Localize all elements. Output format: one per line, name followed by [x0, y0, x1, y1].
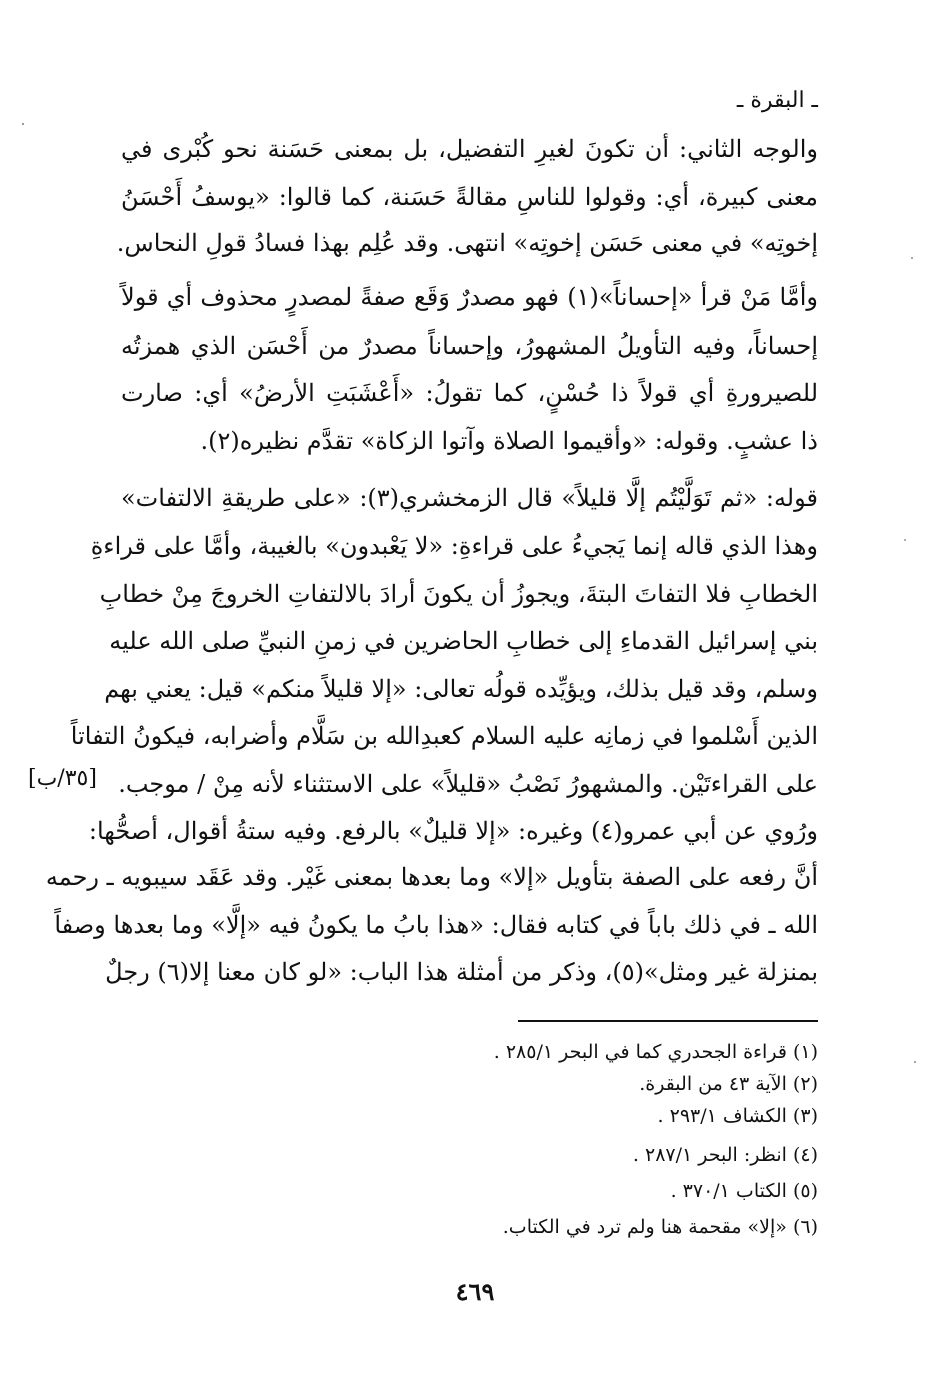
footnote-4: (٤) انظر: البحر ٢٨٧/١ .: [632, 1144, 818, 1166]
footnote-6: (٦) «إلا» مقحمة هنا ولم ترد في الكتاب.: [502, 1216, 818, 1238]
body-line-14: على القراءتَيْن. والمشهورُ نَصْبُ «قليلاً» على الاستثناء لأنه مِنْ / موجب.: [118, 770, 818, 798]
body-line-4: وأمَّا مَنْ قرأ «إحساناً»(١) فهو مصدرٌ وَقَع صفةً لمصدرٍ محذوف أي قولاً: [121, 283, 818, 311]
footnote-5: (٥) الكتاب ٣٧٠/١ .: [670, 1180, 818, 1202]
page-number: ٤٦٩: [455, 1277, 495, 1306]
body-line-8: قوله: «ثم تَوَلَّيْتُم إلَّا قليلاً» قال الزمخشري(٣): «على طريقةِ الالتفات»: [121, 484, 818, 512]
running-head: ـ البقرة ـ: [736, 88, 818, 113]
body-line-10: الخطابِ فلا التفاتَ البتةَ، ويجوزُ أن يكونَ أرادَ بالالتفاتِ الخروجَ مِنْ خطابِ: [99, 580, 818, 608]
footnote-separator: [518, 1020, 818, 1022]
body-line-9: وهذا الذي قاله إنما يَجيءُ على قراءةِ: «لا يَعْبدون» بالغيبة، وأمَّا على قراءةِ: [90, 532, 818, 560]
body-line-5: إحساناً، وفيه التأويلُ المشهورُ، وإحساناً مصدرٌ من أَحْسَن الذي همزتُه: [121, 332, 818, 360]
footnote-1: (١) قراءة الجحدري كما في البحر ٢٨٥/١ .: [493, 1041, 818, 1063]
body-line-11: بني إسرائيل القدماءِ إلى خطابِ الحاضرين في زمنِ النبيِّ صلى الله عليه: [109, 627, 818, 655]
manuscript-folio-marker: [٣٥/ب]: [28, 766, 97, 791]
body-line-16: أنَّ رفعه على الصفة بتأويل «إلا» وما بعدها بمعنى غَيْر. وقد عَقَد سيبويه ـ رحمه: [45, 863, 818, 891]
body-line-7: ذا عشبٍ. وقوله: «وأقيموا الصلاة وآتوا الزكاة» تقدَّم نظيره(٢).: [200, 427, 818, 455]
footnote-2: (٢) الآية ٤٣ من البقرة.: [639, 1073, 818, 1095]
body-line-13: الذين أَسْلموا في زمانِه عليه السلام كعبدِالله بن سَلَّام وأضرابه، فيكونُ التفاتاً: [70, 722, 818, 750]
body-line-17: الله ـ في ذلك باباً في كتابه فقال: «هذا بابُ ما يكونُ فيه «إلَّا» وما بعدها وصفاً: [54, 911, 818, 939]
body-line-2: معنى كبيرة، أي: وقولوا للناسِ مقالةً حَسَنة، كما قالوا: «يوسفُ أَحْسَنُ: [121, 183, 818, 211]
body-line-12: وسلم، وقد قيل بذلك، ويؤيِّده قولُه تعالى: «إلا قليلاً منكم» قيل: يعني بهم: [104, 675, 818, 703]
body-line-3: إخوتِه» في معنى حَسَن إخوتِه» انتهى. وقد عُلِم بهذا فسادُ قولِ النحاس.: [116, 229, 818, 257]
footnote-3: (٣) الكشاف ٢٩٣/١ .: [657, 1105, 818, 1127]
body-line-6: للصيرورةِ أي قولاً ذا حُسْنٍ، كما تقولُ: «أَعْشَبَتِ الأرضُ» أي: صارت: [121, 379, 819, 407]
body-line-18: بمنزلة غير ومثل»(٥)، وذكر من أمثلة هذا الباب: «لو كان معنا إلا(٦) رجلٌ: [105, 958, 818, 986]
body-line-1: والوجه الثاني: أن تكونَ لغيرِ التفضيل، بل بمعنى حَسَنة نحو كُبْرى في: [121, 135, 818, 163]
body-line-15: ورُوي عن أبي عمرو(٤) وغيره: «إلا قليلٌ» بالرفع. وفيه ستةُ أقوال، أصحُّها:: [88, 817, 818, 845]
